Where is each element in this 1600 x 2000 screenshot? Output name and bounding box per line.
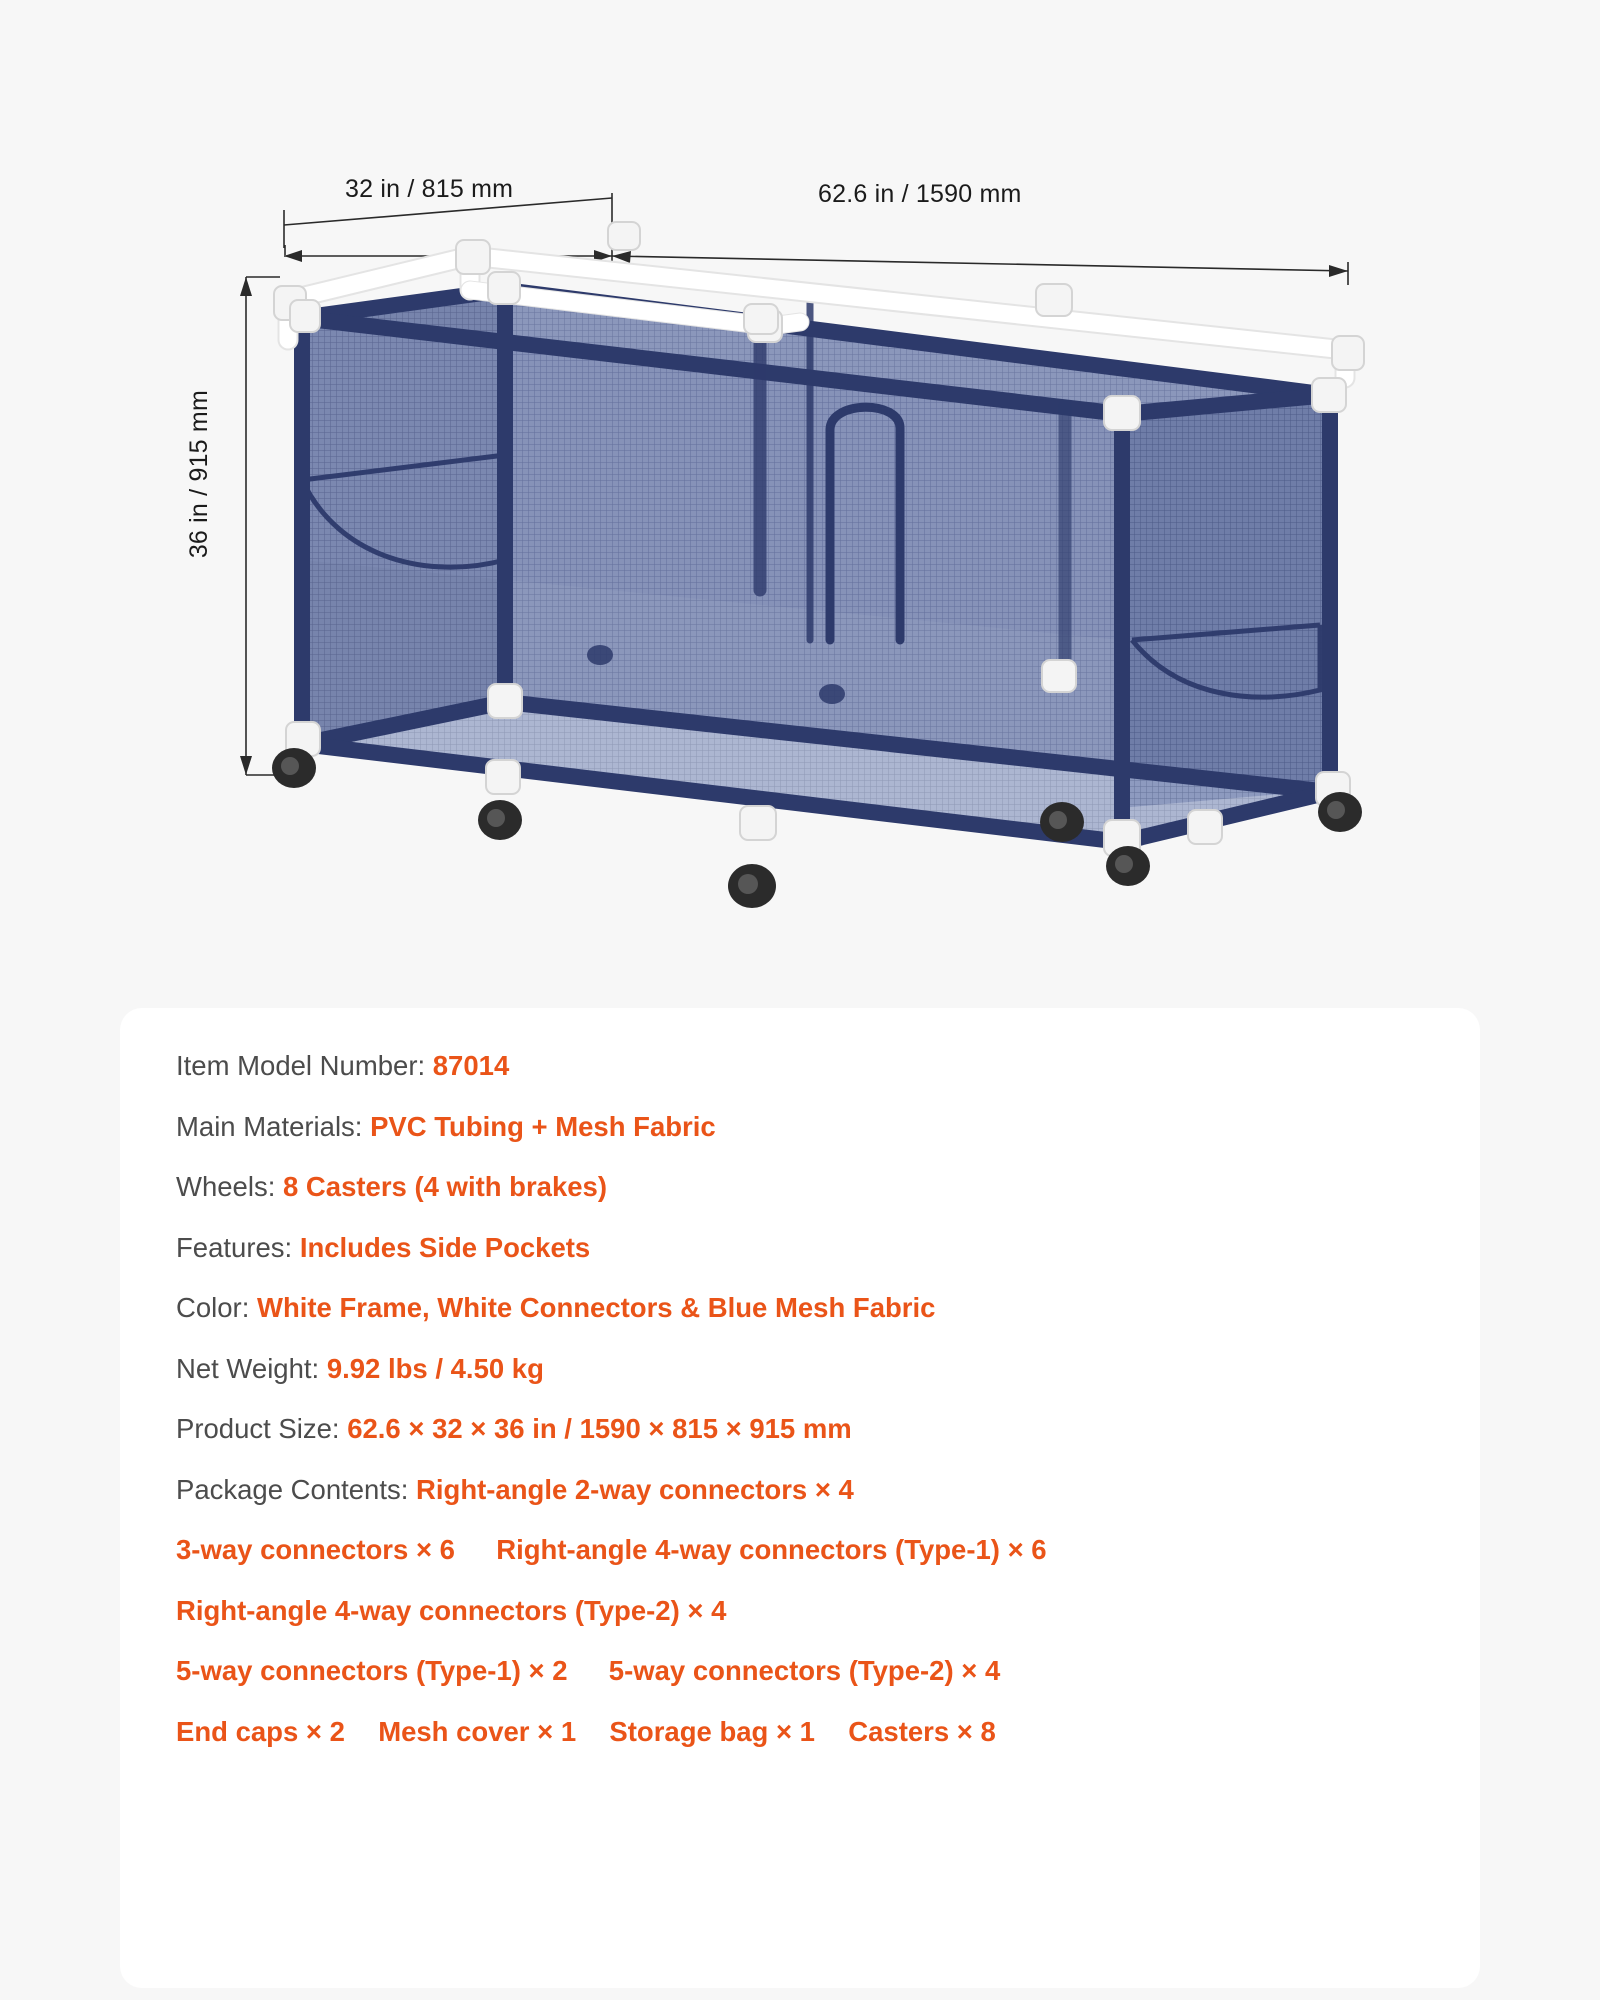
- package-content-item: 3-way connectors × 6: [176, 1534, 455, 1565]
- spec-label: Product Size:: [176, 1413, 340, 1444]
- spec-label: Wheels:: [176, 1171, 276, 1202]
- spec-row-color: [176, 1294, 1424, 1322]
- spec-row-net-weight: [176, 1352, 1424, 1384]
- spec-label: Item Model Number:: [176, 1050, 426, 1081]
- spec-value: PVC Tubing + Mesh Fabric: [370, 1110, 716, 1142]
- package-content-item: Storage bag × 1: [609, 1715, 815, 1747]
- package-contents-line: [176, 1536, 1424, 1564]
- spec-row-product-size: [176, 1415, 1424, 1443]
- package-contents-line: [176, 1715, 1424, 1747]
- spec-value: 87014: [432, 1050, 510, 1081]
- dimension-height-label: 36 in / 915 mm: [185, 390, 213, 559]
- dimension-width-label: 62.6 in / 1590 mm: [818, 180, 1022, 208]
- package-content-item: Casters × 8: [848, 1715, 996, 1747]
- spec-label: Package Contents:: [176, 1473, 409, 1505]
- spec-value: Includes Side Pockets: [299, 1231, 591, 1263]
- package-content-item: 5-way connectors (Type-2) × 4: [608, 1655, 1001, 1686]
- spec-value: 9.92 lbs / 4.50 kg: [326, 1352, 544, 1384]
- spec-label: Main Materials:: [176, 1110, 363, 1142]
- package-content-item: Right-angle 4-way connectors (Type-1) × 6: [496, 1534, 1047, 1565]
- spec-value: 8 Casters (4 with brakes): [282, 1171, 608, 1202]
- spec-value: 62.6 × 32 × 36 in / 1590 × 815 × 915 mm: [347, 1413, 852, 1444]
- specification-card: [120, 1008, 1480, 1988]
- spec-row-materials: [176, 1110, 1424, 1142]
- spec-label: Features:: [176, 1231, 293, 1263]
- spec-value: Right-angle 2-way connectors × 4: [416, 1473, 854, 1505]
- spec-row-model: [176, 1052, 1424, 1080]
- package-content-item: End caps × 2: [176, 1715, 345, 1747]
- dimension-depth-label: 32 in / 815 mm: [345, 175, 514, 203]
- spec-row-package-contents: [176, 1473, 1424, 1505]
- package-content-item: Mesh cover × 1: [378, 1715, 577, 1747]
- spec-label: Net Weight:: [176, 1352, 320, 1384]
- spec-label: Color:: [176, 1292, 250, 1323]
- spec-row-wheels: [176, 1173, 1424, 1201]
- spec-row-features: [176, 1231, 1424, 1263]
- package-content-item: Right-angle 4-way connectors (Type-2) × 4: [176, 1594, 727, 1626]
- package-contents-line: [176, 1657, 1424, 1685]
- spec-value: White Frame, White Connectors & Blue Mesh Fabric: [257, 1292, 936, 1323]
- package-content-item: 5-way connectors (Type-1) × 2: [176, 1655, 568, 1686]
- package-contents-line: [176, 1594, 1424, 1626]
